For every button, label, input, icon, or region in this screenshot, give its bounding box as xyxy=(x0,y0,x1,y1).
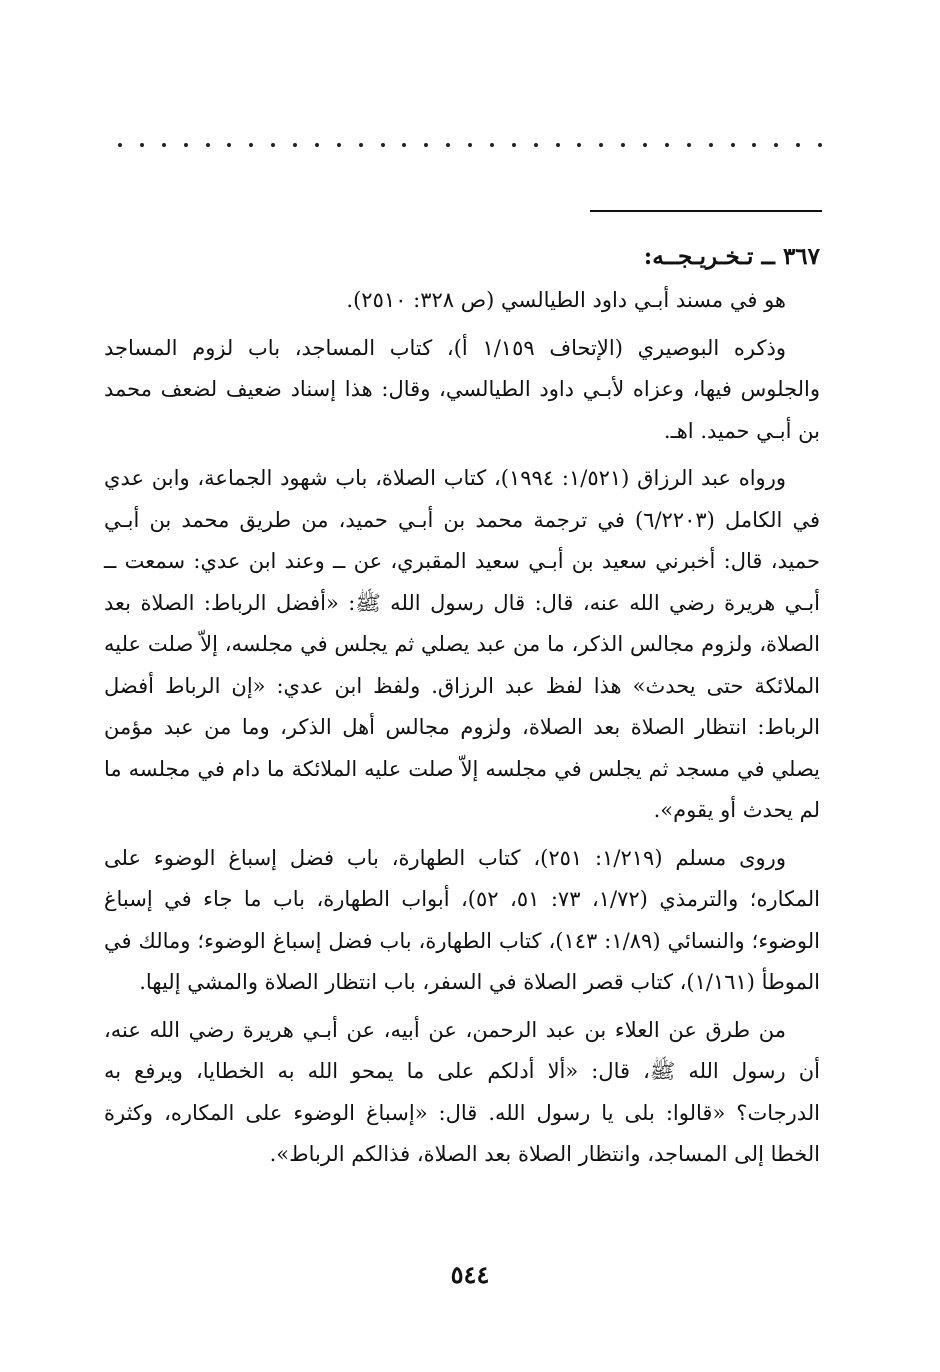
separator-dot xyxy=(227,143,231,147)
separator-dot xyxy=(818,143,822,147)
separator-dot xyxy=(271,143,275,147)
separator-dot xyxy=(621,143,625,147)
separator-dot xyxy=(665,143,669,147)
dotted-separator xyxy=(118,140,822,150)
separator-dot xyxy=(337,143,341,147)
separator-dot xyxy=(512,143,516,147)
separator-dot xyxy=(709,143,713,147)
separator-dot xyxy=(424,143,428,147)
separator-dot xyxy=(774,143,778,147)
separator-dot xyxy=(249,143,253,147)
footnote-rule xyxy=(590,210,822,212)
separator-dot xyxy=(556,143,560,147)
separator-dot xyxy=(643,143,647,147)
separator-dot xyxy=(796,143,800,147)
footnote-content xyxy=(104,236,820,1182)
separator-dot xyxy=(118,143,122,147)
separator-dot xyxy=(359,143,363,147)
separator-dot xyxy=(184,143,188,147)
separator-dot xyxy=(402,143,406,147)
paragraph-2: وذكره البوصيري (الإتحاف ١/١٥٩ أ)، كتاب المساجد، باب لزوم المساجد والجلوس فيها، وعزاه لأبـي داود الطيالسي، وقال: هذا إسناد ضعيف لضعف محمد بن أبـي حميد. اهـ. xyxy=(104,335,820,443)
separator-dot xyxy=(599,143,603,147)
separator-dot xyxy=(293,143,297,147)
paragraph-1: هو في مسند أبـي داود الطيالسي (ص ٣٢٨: ٢٥١٠). xyxy=(346,288,786,312)
section-heading: ٣٦٧ ــ تـخـريـجــه: xyxy=(643,243,820,270)
paragraph-3: ورواه عبد الرزاق (١/٥٢١: ١٩٩٤)، كتاب الصلاة، باب شهود الجماعة، وابن عدي في الكامل (٦/٢٢٠٣) في ترجمة محمد بن أبـي حميد، من طريق محمد بن أبـي حميد، قال: أخبرني سعيد بن أبـي سعيد المقبري، عن ــ وعند ابن عدي: سمعت ــ أبـي هريرة رضي الله عنه، قال: قال رسول الله ﷺ: «أفضل الرباط: الصلاة بعد الصلاة، ولزوم مجالس الذكر، ما من عبد يصلي ثم يجلس في مجلسه، إلاّ صلت عليه الملائكة حتى يحدث» هذا لفظ عبد الرزاق. ولفظ ابن عدي: «إن الرباط أفضل الرباط: انتظار الصلاة بعد الصلاة، ولزوم مجالس أهل الذكر، وما من عبد مؤمن يصلي في مسجد ثم يجلس في مجلسه إلاّ صلت عليه الملائكة ما دام في مجلسه ما لم يحدث أو يقوم». xyxy=(104,466,820,822)
separator-dot xyxy=(140,143,144,147)
separator-dot xyxy=(468,143,472,147)
separator-dot xyxy=(687,143,691,147)
separator-dot xyxy=(577,143,581,147)
separator-dot xyxy=(446,143,450,147)
paragraph-5: من طرق عن العلاء بن عبد الرحمن، عن أبيه، عن أبـي هريرة رضي الله عنه، أن رسول الله ﷺ، قال: «ألا أدلكم على ما يمحو الله به الخطايا، ويرفع به الدرجات؟ «قالوا: بلى يا رسول الله. قال: «إسباغ الوضوء على المكاره، وكثرة الخطا إلى المساجد، وانتظار الصلاة بعد الصلاة، فذالكم الرباط». xyxy=(104,1017,820,1166)
separator-dot xyxy=(381,143,385,147)
page-number: ٥٤٤ xyxy=(450,1260,490,1289)
separator-dot xyxy=(490,143,494,147)
separator-dot xyxy=(315,143,319,147)
separator-dot xyxy=(162,143,166,147)
paragraph-4: وروى مسلم (١/٢١٩: ٢٥١)، كتاب الطهارة، باب فضل إسباغ الوضوء على المكاره؛ والترمذي (١/٧٢، ٧٣: ٥١، ٥٢)، أبواب الطهارة، باب ما جاء في إسباغ الوضوء؛ والنسائي (١/٨٩: ١٤٣)، كتاب الطهارة، باب فضل إسباغ الوضوء؛ ومالك في الموطأ (١/١٦١)، كتاب قصر الصلاة في السفر، باب انتظار الصلاة والمشي إليها. xyxy=(104,845,820,994)
separator-dot xyxy=(752,143,756,147)
separator-dot xyxy=(206,143,210,147)
separator-dot xyxy=(731,143,735,147)
separator-dot xyxy=(534,143,538,147)
